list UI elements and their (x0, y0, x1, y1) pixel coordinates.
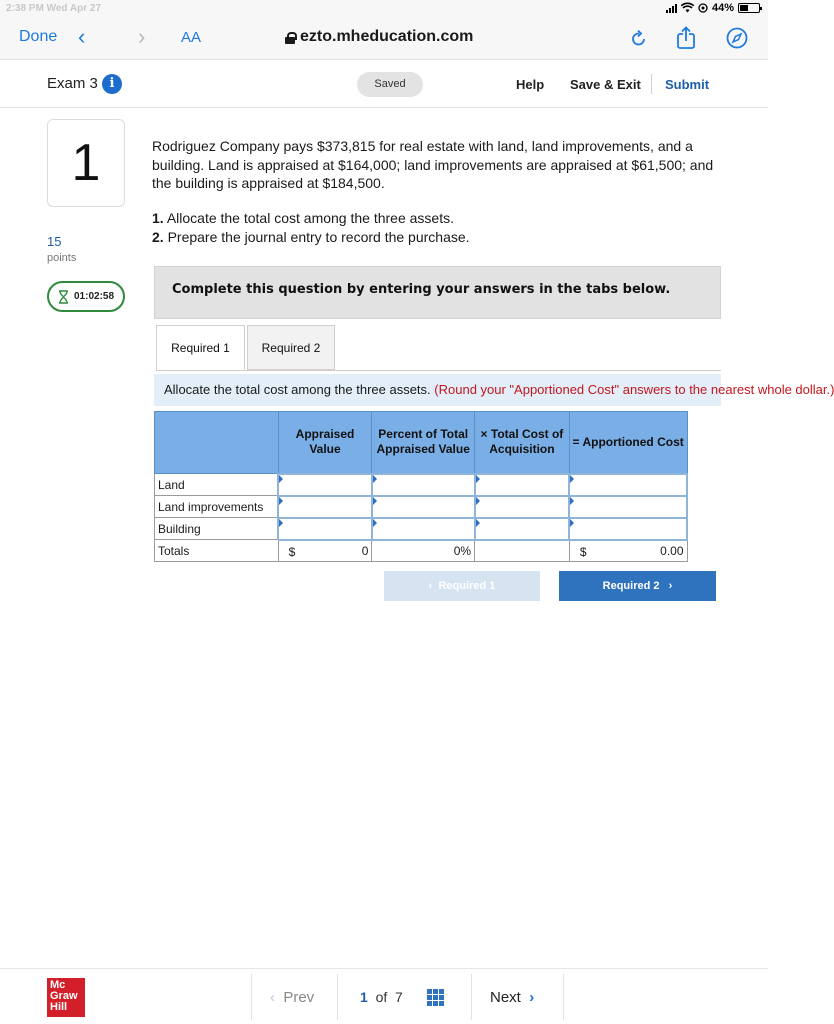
task-text: Prepare the journal entry to record the purchase. (167, 229, 470, 245)
next-required-button[interactable] (559, 571, 716, 601)
total-apportioned-amount: 0.00 (660, 543, 684, 558)
battery-icon (738, 3, 760, 13)
task-list (152, 209, 470, 247)
land-total-cost-input[interactable] (475, 474, 570, 496)
row-label: Building (155, 518, 279, 540)
points-label: points (47, 252, 77, 264)
location-icon (698, 3, 708, 13)
totals-row (155, 540, 688, 562)
hourglass-icon (58, 290, 69, 304)
land-apportioned-input[interactable] (569, 474, 687, 496)
chevron-right-icon: › (529, 989, 535, 1006)
total-cost-blank (475, 540, 570, 562)
question-number: 1 (47, 119, 125, 207)
table-row (155, 496, 688, 518)
tab-required-2[interactable]: Required 2 (247, 325, 335, 370)
header-total-cost: × Total Cost of Acquisition (475, 412, 570, 474)
total-percent: 0% (372, 540, 475, 562)
url-text: ezto.mheducation.com (300, 28, 474, 45)
total-apportioned-cost (569, 540, 687, 562)
done-button[interactable]: Done (19, 28, 58, 45)
row-label: Land (155, 474, 279, 496)
footer-separator (563, 974, 564, 1020)
header-blank (155, 412, 279, 474)
chevron-right-icon: › (668, 580, 673, 592)
submit-link[interactable]: Submit (665, 77, 710, 92)
help-link[interactable]: Help (516, 77, 545, 92)
chevron-left-icon: ‹ (270, 989, 275, 1006)
points-value: 15 (47, 234, 62, 249)
exam-header (0, 60, 768, 108)
footer-divider (0, 968, 768, 969)
page-indicator[interactable] (360, 989, 403, 1005)
question-text: Rodriguez Company pays $373,815 for real estate with land, land improvements, and a building. Land is appraised at $164,000; land improvements are appraised at $61,500; and the building is appraised at $184,500. (152, 138, 714, 191)
land-improvements-total-cost-input[interactable] (475, 496, 570, 518)
task-number: 1. (152, 210, 164, 226)
instructions-box (154, 266, 721, 319)
prev-label: Prev (283, 989, 315, 1006)
status-bar (0, 0, 768, 18)
building-apportioned-input[interactable] (569, 518, 687, 540)
land-improvements-percent-input[interactable] (372, 496, 475, 518)
logo-line: Mc (50, 979, 66, 991)
compass-icon[interactable] (726, 27, 748, 49)
total-pages: 7 (395, 989, 403, 1005)
prev-button[interactable] (270, 989, 314, 1006)
text-size-button[interactable]: AA (181, 29, 202, 46)
total-appraised-value (278, 540, 372, 562)
chevron-left-icon: ‹ (428, 580, 433, 592)
lock-icon (285, 32, 295, 43)
page-of: of (375, 989, 388, 1005)
row-label: Land improvements (155, 496, 279, 518)
signal-icon (666, 3, 677, 13)
wifi-icon (681, 3, 694, 13)
address-bar[interactable] (285, 28, 473, 46)
task-text: Allocate the total cost among the three assets. (166, 210, 454, 226)
footer-separator (471, 974, 472, 1020)
building-total-cost-input[interactable] (475, 518, 570, 540)
allocation-table (154, 411, 688, 562)
header-appraised-value: Appraised Value (278, 412, 372, 474)
status-indicators (666, 2, 760, 14)
task-item (152, 209, 470, 228)
table-header-row (155, 412, 688, 474)
footer-separator (337, 974, 338, 1020)
logo-line: Graw (50, 990, 78, 1002)
saved-badge: Saved (357, 72, 423, 97)
land-improvements-apportioned-input[interactable] (569, 496, 687, 518)
instructions-text: Complete this question by entering your answers in the tabs below. (172, 282, 671, 297)
share-icon[interactable] (676, 26, 696, 50)
reload-icon[interactable] (630, 28, 648, 48)
browser-toolbar (0, 18, 768, 60)
mcgraw-hill-logo (47, 978, 85, 1017)
tab-divider (156, 370, 721, 371)
status-time: 2:38 PM Wed Apr 27 (6, 3, 102, 14)
tab-required-1[interactable]: Required 1 (156, 325, 245, 370)
battery-percent: 44% (711, 2, 734, 14)
logo-line: Hill (50, 1001, 68, 1013)
land-improvements-appraised-input[interactable] (278, 496, 372, 518)
currency-symbol: $ (579, 544, 587, 559)
grid-icon[interactable] (427, 989, 444, 1006)
timer-text: 01:02:58 (74, 291, 115, 302)
table-row (155, 474, 688, 496)
allocate-text: Allocate the total cost among the three assets. (164, 382, 431, 397)
previous-required-button[interactable] (384, 571, 540, 601)
previous-required-label: Required 1 (438, 580, 496, 592)
task-number: 2. (152, 229, 164, 245)
timer (47, 281, 125, 312)
land-appraised-input[interactable] (278, 474, 372, 496)
next-label: Next (490, 989, 521, 1006)
allocate-note: (Round your "Apportioned Cost" answers to the nearest whole dollar.) (434, 382, 834, 397)
task-item (152, 228, 470, 247)
info-icon[interactable]: i (102, 74, 122, 94)
footer-separator (251, 974, 252, 1020)
total-appraised-amount: 0 (361, 543, 369, 558)
back-chevron-icon[interactable]: ‹ (78, 24, 86, 49)
current-page: 1 (360, 989, 368, 1005)
table-row (155, 518, 688, 540)
forward-chevron-icon[interactable]: › (138, 24, 146, 49)
land-percent-input[interactable] (372, 474, 475, 496)
building-appraised-input[interactable] (278, 518, 372, 540)
save-exit-link[interactable]: Save & Exit (570, 77, 641, 92)
header-apportioned-cost: = Apportioned Cost (569, 412, 687, 474)
exam-title: Exam 3 (47, 75, 98, 92)
next-button[interactable] (490, 989, 534, 1006)
allocate-instruction-text (164, 382, 834, 397)
building-percent-input[interactable] (372, 518, 475, 540)
next-required-label: Required 2 (602, 580, 660, 592)
header-percent: Percent of Total Appraised Value (372, 412, 475, 474)
allocate-instruction (154, 374, 834, 406)
totals-label: Totals (155, 540, 279, 562)
currency-symbol: $ (288, 544, 296, 559)
header-divider (651, 74, 652, 94)
